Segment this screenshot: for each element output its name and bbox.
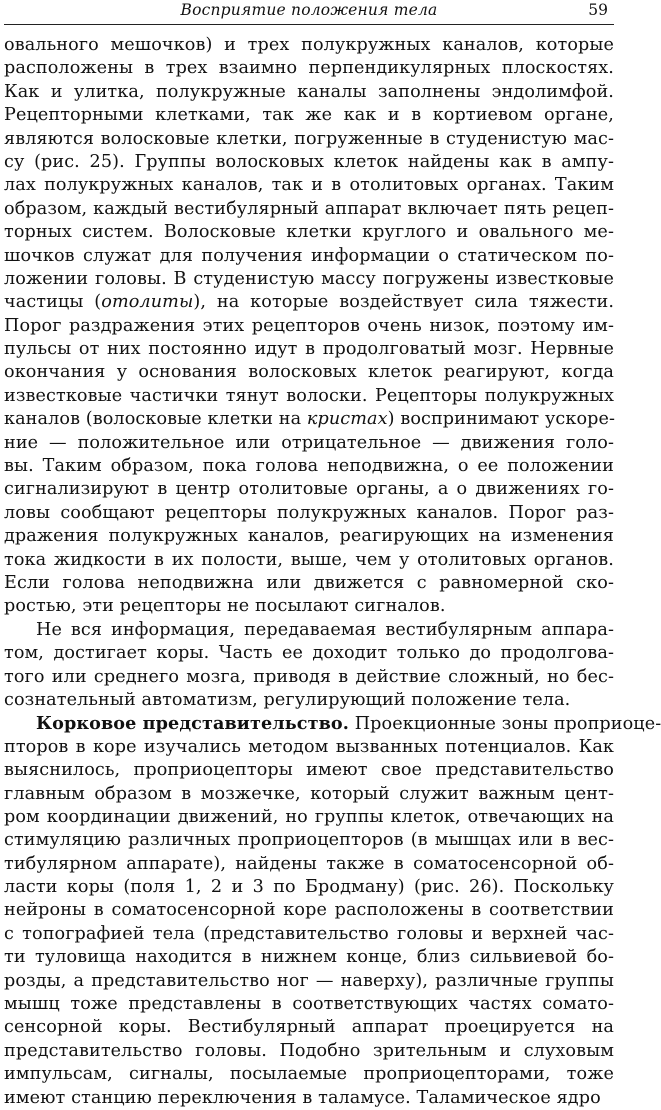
text-line: пульсы от них постоянно идут в продолговатый мозг. Нервные (4, 339, 614, 360)
text-line: дражения полукружных каналов, реагирующих на изменения (4, 526, 614, 547)
text-line: шочков служат для получения информации о статическом по- (4, 245, 614, 266)
text-line: розды, а представительство ног — наверху), различные группы (4, 970, 614, 991)
text-line: сознательный автоматизм, регулирующий положение тела. (4, 689, 571, 710)
text-line: ростью, эти рецепторы не посылают сигналов. (4, 596, 446, 617)
text-line: известковые частички тянут волоски. Рецепторы полукружных (4, 385, 614, 406)
text-line: сигнализируют в центр отолитовые органы, а о движениях го- (4, 479, 614, 500)
text-line: вы. Таким образом, пока голова неподвижна, о ее положении (4, 456, 614, 477)
text-line: сенсорной коры. Вестибулярный аппарат проецируется на (4, 1017, 614, 1038)
text-line: су (рис. 25). Группы волосковых клеток найдены как в ампу- (4, 151, 614, 172)
text-line: пторов в коре изучались методом вызванных потенциалов. Как (4, 736, 614, 757)
italic-term: кристах (306, 409, 388, 430)
text-line: того или среднего мозга, приводя в действие сложный, но бес- (4, 666, 614, 687)
body-text (4, 34, 661, 1110)
text-line: импульсам, сигналы, посылаемые проприоцепторами, тоже (4, 1064, 614, 1085)
text-line: лах полукружных каналов, так и в отолитовых органах. Таким (4, 175, 614, 196)
page-number: 59 (588, 1, 608, 19)
text-line: мышц тоже представлены в соответствующих частях сомато- (4, 994, 614, 1015)
text-line: главным образом в мозжечке, который служит важным цент- (4, 783, 614, 804)
text-line: имеют станцию переключения в таламусе. Таламическое ядро (4, 1087, 601, 1108)
text-line: Если голова неподвижна или движется с равномерной ско- (4, 572, 614, 593)
text-line: ласти коры (поля 1, 2 и 3 по Бродману) (рис. 26). Поскольку (4, 877, 614, 898)
book-page (4, 0, 661, 1108)
running-header (4, 0, 614, 25)
paragraph (4, 34, 614, 619)
text-line: ложении головы. В студенистую массу погружены известковые (4, 268, 614, 289)
paragraph (4, 619, 614, 713)
text-line: Рецепторными клетками, так же как и в кортиевом органе, (4, 105, 614, 126)
running-title: Восприятие положения тела (180, 1, 438, 19)
text-line: частицы (отолиты), на которые воздействует сила тяжести. (4, 292, 615, 313)
text-line: являются волосковые клетки, погруженные в студенистую мас- (4, 128, 614, 149)
text-line: ловы сообщают рецепторы полукружных каналов. Порог раз- (4, 502, 614, 523)
text-line: каналов (волосковые клетки на кристах) воспринимают ускоре- (4, 409, 616, 430)
text-line: Порог раздражения этих рецепторов очень низок, поэтому им- (4, 315, 614, 336)
text-line: ти туловища находится в нижнем конце, близ сильвиевой бо- (4, 947, 614, 968)
text-line: тока жидкости в их полости, выше, чем у отолитовых органов. (4, 549, 614, 570)
italic-term: отолиты (101, 292, 194, 313)
text-line: Корковое представительство. Проекционные зоны проприоце- (36, 713, 661, 735)
text-line: тибулярном аппарате), найдены также в соматосенсорной об- (4, 853, 614, 874)
text-line: нейроны в соматосенсорной коре расположены в соответствии (4, 900, 614, 921)
text-line: овального мешочков) и трех полукружных каналов, которые (4, 35, 614, 55)
text-line: образом, каждый вестибулярный аппарат включает пять рецеп- (4, 198, 614, 219)
text-line: окончания у основания волосковых клеток реагируют, когда (4, 362, 614, 383)
text-line: том, достигает коры. Часть ее доходит только до продолговa- (4, 643, 614, 664)
text-line: представительство головы. Подобно зрительным и слуховым (4, 1040, 614, 1061)
section-heading: Корковое представительство. (36, 713, 349, 735)
text-line: ром координации движений, но группы клеток, отвечающих на (4, 806, 614, 827)
text-line: ние — положительное или отрицательное — движения голо- (4, 432, 614, 453)
text-line: расположены в трех взаимно перпендикулярных плоскостях. (4, 58, 614, 79)
text-line: стимуляцию различных проприоцепторов (в мышцах или в вес- (4, 830, 614, 851)
text-line: Не вся информация, передаваемая вестибулярным аппара- (36, 619, 614, 640)
text-line: выяснилось, проприоцепторы имеют свое представительство (4, 760, 614, 781)
text-line: торных систем. Волосковые клетки круглого и овального ме- (4, 222, 614, 243)
text-line: Как и улитка, полукружные каналы заполнены эндолимфой. (4, 81, 614, 102)
text-line: с топографией тела (представительство головы и верхней час- (4, 923, 614, 944)
paragraph (4, 712, 661, 1110)
